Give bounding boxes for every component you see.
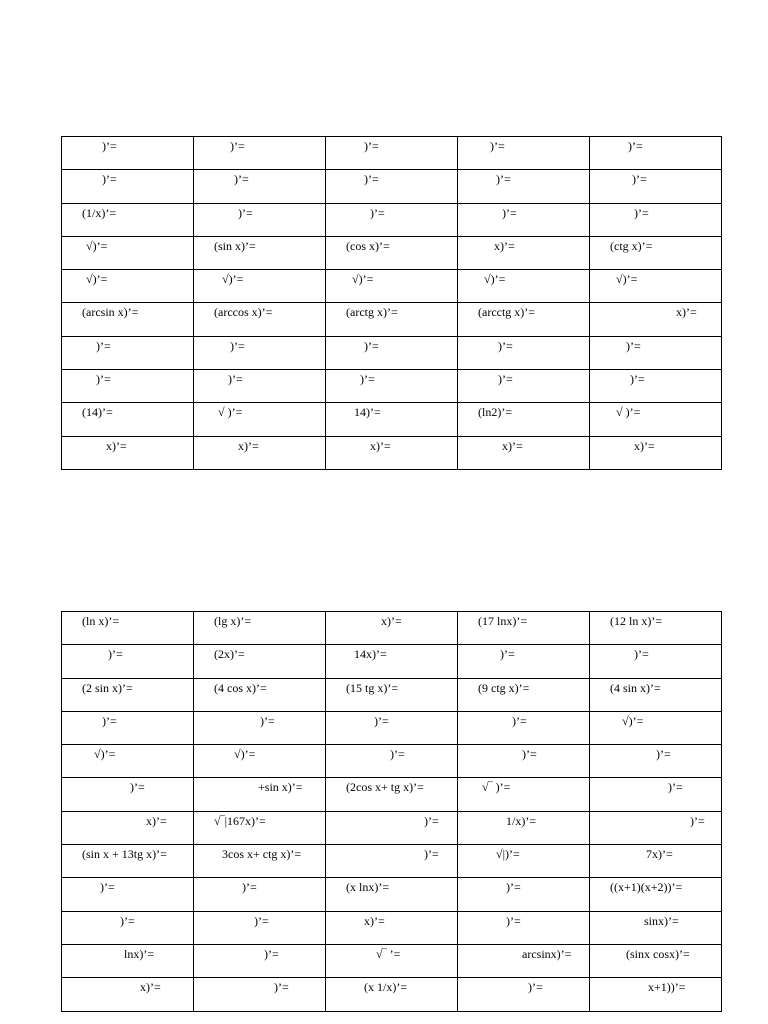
derivative-expression: x)’=: [238, 438, 259, 453]
derivative-expression: )’=: [506, 913, 521, 928]
derivative-expression: )’=: [100, 880, 115, 895]
table-row: [62, 711, 722, 744]
derivative-expression: (9 ctg x)’=: [478, 680, 530, 695]
table-cell: [62, 436, 194, 469]
derivative-expression: (arctg x)’=: [346, 305, 398, 320]
table-cell: [458, 403, 590, 436]
table-cell: [590, 236, 722, 269]
table-cell: [326, 436, 458, 469]
table-cell: [590, 944, 722, 977]
table-cell: [590, 137, 722, 170]
table-cell: [458, 170, 590, 203]
table-cell: [458, 645, 590, 678]
table-cell: [194, 370, 326, 403]
table-cell: [62, 336, 194, 369]
table-cell: [194, 403, 326, 436]
table-cell: [590, 170, 722, 203]
derivative-expression: √)’=: [86, 238, 108, 253]
table-row: [62, 137, 722, 170]
table-cell: [326, 303, 458, 336]
table-cell: [194, 203, 326, 236]
derivative-expression: )’=: [360, 372, 375, 387]
table-cell: [326, 645, 458, 678]
table-cell: [590, 778, 722, 811]
derivative-expression: )’=: [96, 372, 111, 387]
derivative-expression: )’=: [96, 338, 111, 353]
table-cell: [458, 678, 590, 711]
table-cell: [194, 612, 326, 645]
derivative-expression: √|)’=: [496, 847, 520, 862]
table-cell: [194, 978, 326, 1011]
derivative-expression: )’=: [502, 205, 517, 220]
table-cell: [458, 270, 590, 303]
derivative-expression: (15 tg x)’=: [346, 680, 399, 695]
table-cell: [62, 745, 194, 778]
table-cell: [62, 170, 194, 203]
table-cell: [458, 370, 590, 403]
table-row: [62, 303, 722, 336]
table-cell: [590, 978, 722, 1011]
derivative-expression: )’=: [522, 747, 537, 762]
derivative-expression: √)’=: [94, 747, 116, 762]
derivative-expression: )’=: [498, 372, 513, 387]
derivative-expression: x+1))’=: [648, 980, 686, 995]
derivative-expression: arcsinx)’=: [522, 946, 572, 961]
derivative-expression: +sin x)’=: [258, 780, 303, 795]
derivative-expression: x)’=: [140, 980, 161, 995]
table-cell: [194, 944, 326, 977]
derivative-expression: )’=: [260, 713, 275, 728]
derivative-expression: (ln2)’=: [478, 405, 513, 420]
derivative-expression: ((x+1)(x+2))’=: [610, 880, 683, 895]
table-row: [62, 403, 722, 436]
derivative-expression: )’=: [490, 139, 505, 153]
table-cell: [194, 778, 326, 811]
table-cell: [194, 270, 326, 303]
table-cell: [194, 170, 326, 203]
derivative-expression: )’=: [274, 980, 289, 995]
derivative-expression: )’=: [498, 338, 513, 353]
table-cell: [326, 811, 458, 844]
derivative-expression: √)’=: [86, 272, 108, 287]
derivative-expression: x)’=: [494, 238, 515, 253]
table-row: [62, 878, 722, 911]
table-cell: [326, 137, 458, 170]
derivative-expression: (14)’=: [82, 405, 113, 420]
table-cell: [590, 203, 722, 236]
table-cell: [590, 678, 722, 711]
table-cell: [326, 878, 458, 911]
derivative-expression: )’=: [230, 338, 245, 353]
table-row: [62, 944, 722, 977]
table-cell: [62, 878, 194, 911]
table-cell: [326, 403, 458, 436]
table-cell: [62, 370, 194, 403]
derivative-expression: )’=: [254, 913, 269, 928]
derivative-expression: (12 ln x)’=: [610, 614, 663, 628]
derivative-expression: )’=: [632, 172, 647, 187]
table-cell: [326, 944, 458, 977]
table-cell: [326, 236, 458, 269]
derivative-expression: )’=: [120, 913, 135, 928]
table-row: [62, 612, 722, 645]
table-cell: [326, 711, 458, 744]
table-cell: [194, 436, 326, 469]
table-cell: [194, 711, 326, 744]
table-cell: [590, 711, 722, 744]
derivative-expression: )’=: [628, 139, 643, 153]
table-row: [62, 236, 722, 269]
table-cell: [458, 911, 590, 944]
table-row: [62, 678, 722, 711]
table-cell: [194, 845, 326, 878]
derivative-expression: )’=: [264, 946, 279, 961]
table-cell: [590, 403, 722, 436]
derivative-expression: (x 1/x)’=: [364, 980, 408, 995]
table-cell: [62, 911, 194, 944]
derivative-expression: )’=: [656, 747, 671, 762]
derivative-expression: )’=: [528, 980, 543, 995]
derivative-expression: x)’=: [370, 438, 391, 453]
derivative-expression: sinx)’=: [644, 913, 679, 928]
derivative-expression: )’=: [424, 847, 439, 862]
table-cell: [194, 303, 326, 336]
derivative-expression: (17 lnx)’=: [478, 614, 528, 628]
table-cell: [62, 137, 194, 170]
derivative-expression: x)’=: [146, 813, 167, 828]
derivative-expression: √‾ )’=: [482, 780, 511, 795]
table-cell: [458, 203, 590, 236]
table-row: [62, 370, 722, 403]
table-cell: [458, 778, 590, 811]
table-row: [62, 645, 722, 678]
table-cell: [326, 336, 458, 369]
derivative-expression: )’=: [634, 205, 649, 220]
derivative-expression: (sin x + 13tg x)’=: [82, 847, 167, 862]
table-row: [62, 778, 722, 811]
table-cell: [590, 370, 722, 403]
derivative-expression: √)’=: [352, 272, 374, 287]
table-cell: [458, 137, 590, 170]
table-cell: [194, 811, 326, 844]
derivative-expression: √)’=: [622, 713, 644, 728]
derivative-expression: )’=: [238, 205, 253, 220]
derivative-expression: √ )’=: [616, 405, 641, 420]
table-cell: [194, 878, 326, 911]
table-cell: [194, 336, 326, 369]
derivative-expression: )’=: [390, 747, 405, 762]
table-cell: [194, 678, 326, 711]
table-cell: [458, 436, 590, 469]
table-cell: [326, 911, 458, 944]
table-cell: [458, 303, 590, 336]
derivative-expression: (2x)’=: [214, 647, 245, 662]
derivative-expression: )’=: [506, 880, 521, 895]
table-cell: [62, 711, 194, 744]
derivative-expression: )’=: [424, 813, 439, 828]
table-cell: [590, 845, 722, 878]
derivative-expression: )’=: [102, 139, 117, 153]
table-cell: [458, 845, 590, 878]
table-cell: [62, 203, 194, 236]
derivative-expression: √‾|167x)’=: [214, 813, 266, 828]
table-cell: [326, 745, 458, 778]
table-row: [62, 270, 722, 303]
table-cell: [590, 745, 722, 778]
table-cell: [326, 170, 458, 203]
derivative-expression: )’=: [102, 713, 117, 728]
table-cell: [590, 436, 722, 469]
table-cell: [590, 303, 722, 336]
derivative-expression: (lg x)’=: [214, 614, 252, 628]
derivative-expression: x)’=: [381, 614, 402, 628]
table-cell: [326, 778, 458, 811]
table-cell: [590, 911, 722, 944]
derivative-expression: )’=: [130, 780, 145, 795]
derivative-expression: )’=: [500, 647, 515, 662]
derivative-expression: x)’=: [106, 438, 127, 453]
derivative-expression: )’=: [108, 647, 123, 662]
derivative-expression: (4 sin x)’=: [610, 680, 661, 695]
table-cell: [62, 811, 194, 844]
table-row: [62, 845, 722, 878]
derivative-expression: )’=: [496, 172, 511, 187]
derivative-expression: 14)’=: [354, 405, 381, 420]
derivative-expression: (arcctg x)’=: [478, 305, 536, 320]
table-cell: [458, 745, 590, 778]
table-row: [62, 436, 722, 469]
table-cell: [458, 336, 590, 369]
derivative-expression: (1/x)’=: [82, 205, 117, 220]
table-cell: [590, 612, 722, 645]
derivative-expression: )’=: [364, 172, 379, 187]
table-cell: [458, 612, 590, 645]
table-cell: [326, 270, 458, 303]
derivative-expression: (sinx cosx)’=: [626, 946, 690, 961]
table-cell: [326, 978, 458, 1011]
table-cell: [62, 403, 194, 436]
table-cell: [62, 303, 194, 336]
derivative-expression: (arcsin x)’=: [82, 305, 139, 320]
table-cell: [458, 944, 590, 977]
table-cell: [590, 878, 722, 911]
derivative-expression: (sin x)’=: [214, 238, 256, 253]
table-cell: [458, 878, 590, 911]
table-cell: [62, 645, 194, 678]
table-cell: [458, 236, 590, 269]
table-cell: [194, 911, 326, 944]
derivative-expression: √ )’=: [218, 405, 243, 420]
table-cell: [326, 203, 458, 236]
derivative-expression: )’=: [230, 139, 245, 153]
derivatives-table-2: [61, 611, 722, 1012]
table-cell: [590, 811, 722, 844]
table-row: [62, 911, 722, 944]
derivative-expression: )’=: [364, 338, 379, 353]
derivative-expression: 14x)’=: [354, 647, 387, 662]
table-cell: [194, 745, 326, 778]
derivative-expression: (2 sin x)’=: [82, 680, 133, 695]
table-cell: [458, 978, 590, 1011]
derivative-expression: )’=: [512, 713, 527, 728]
derivative-expression: (ln x)’=: [82, 614, 120, 628]
table-row: [62, 203, 722, 236]
table-cell: [326, 370, 458, 403]
table-row: [62, 745, 722, 778]
derivative-expression: )’=: [630, 372, 645, 387]
derivative-expression: (4 cos x)’=: [214, 680, 267, 695]
derivative-expression: x)’=: [502, 438, 523, 453]
table-row: [62, 978, 722, 1011]
derivative-expression: (2cos x+ tg x)’=: [346, 780, 424, 795]
derivative-expression: (arccos x)’=: [214, 305, 273, 320]
table-cell: [194, 236, 326, 269]
table-cell: [590, 645, 722, 678]
derivative-expression: √)’=: [222, 272, 244, 287]
derivative-expression: lnx)’=: [124, 946, 155, 961]
derivative-expression: 3cos x+ ctg x)’=: [222, 847, 302, 862]
derivative-expression: x)’=: [676, 305, 697, 320]
table-cell: [590, 336, 722, 369]
derivative-expression: (x lnx)’=: [346, 880, 390, 895]
table-cell: [326, 612, 458, 645]
table-cell: [590, 270, 722, 303]
table-row: [62, 170, 722, 203]
table-cell: [62, 270, 194, 303]
derivative-expression: )’=: [102, 172, 117, 187]
table-row: [62, 336, 722, 369]
derivative-expression: )’=: [668, 780, 683, 795]
table-cell: [62, 678, 194, 711]
derivative-expression: x)’=: [364, 913, 385, 928]
table-cell: [194, 137, 326, 170]
derivative-expression: √‾ ’=: [376, 946, 401, 961]
derivative-expression: )’=: [374, 713, 389, 728]
table-cell: [62, 944, 194, 977]
derivative-expression: )’=: [242, 880, 257, 895]
table-cell: [458, 711, 590, 744]
table-row: [62, 811, 722, 844]
table-cell: [62, 236, 194, 269]
derivative-expression: (ctg x)’=: [610, 238, 653, 253]
derivative-expression: )’=: [626, 338, 641, 353]
derivative-expression: )’=: [690, 813, 705, 828]
derivative-expression: √)’=: [484, 272, 506, 287]
table-cell: [326, 845, 458, 878]
table-cell: [194, 645, 326, 678]
derivative-expression: (cos x)’=: [346, 238, 390, 253]
table-cell: [62, 978, 194, 1011]
derivative-expression: 7x)’=: [646, 847, 673, 862]
table-cell: [62, 845, 194, 878]
derivative-expression: )’=: [370, 205, 385, 220]
derivative-expression: √)’=: [234, 747, 256, 762]
table-cell: [62, 612, 194, 645]
derivative-expression: x)’=: [634, 438, 655, 453]
derivative-expression: 1/x)’=: [506, 813, 537, 828]
table-cell: [326, 678, 458, 711]
derivatives-table-1: [61, 136, 722, 470]
derivative-expression: )’=: [228, 372, 243, 387]
derivative-expression: )’=: [234, 172, 249, 187]
derivative-expression: √)’=: [616, 272, 638, 287]
derivative-expression: )’=: [364, 139, 379, 153]
table-cell: [62, 778, 194, 811]
table-cell: [458, 811, 590, 844]
derivative-expression: )’=: [634, 647, 649, 662]
